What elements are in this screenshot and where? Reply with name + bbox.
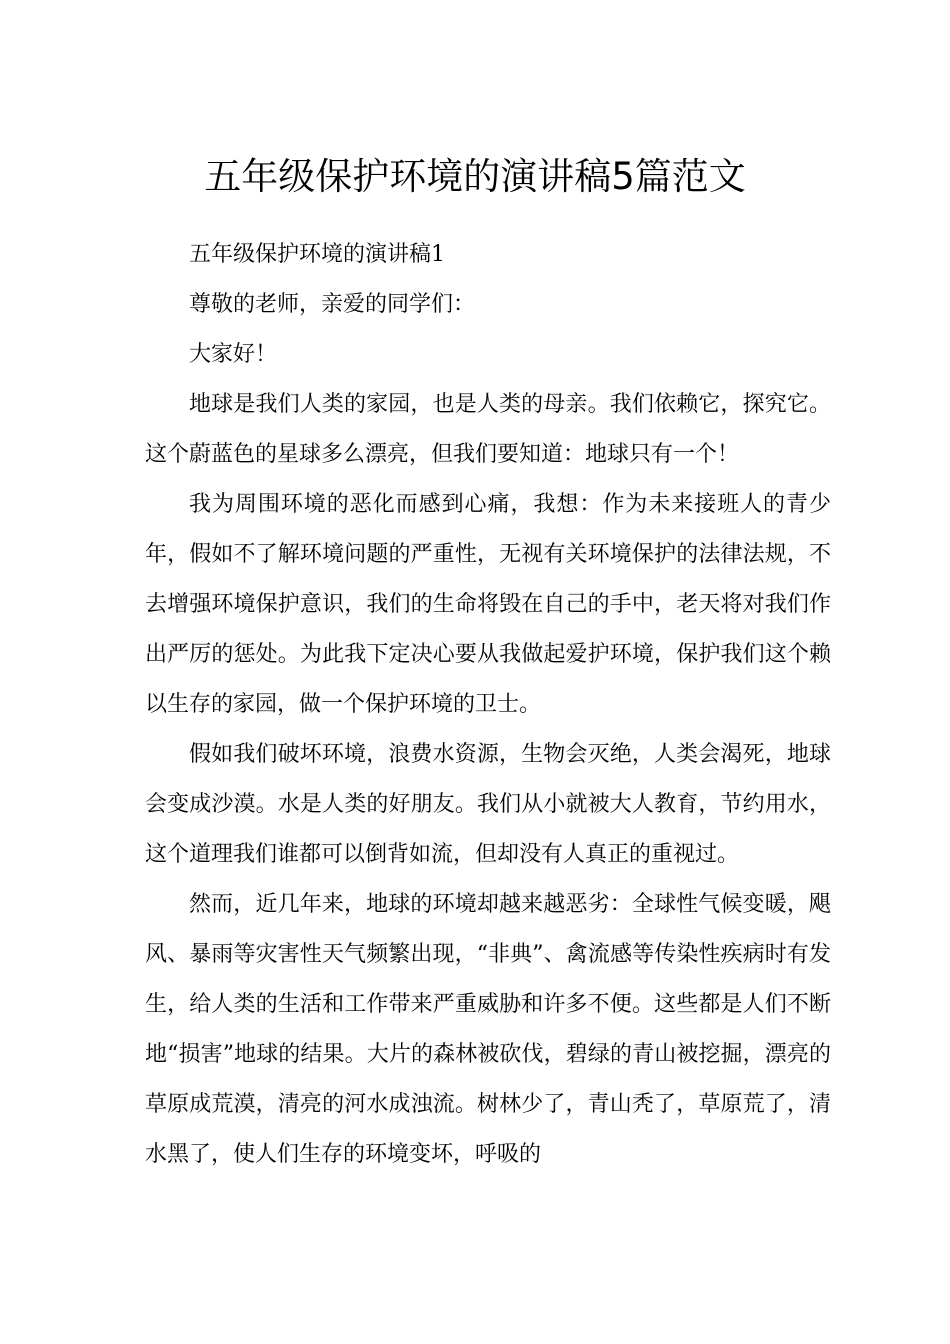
salutation: 尊敬的老师，亲爱的同学们：: [189, 292, 476, 317]
body-paragraph: 假如我们破坏环境，浪费水资源，生物会灭绝，人类会渴死，地球会变成沙漠。水是人类的好朋友。我们从小就被大人教育，节约用水，这个道理我们谁都可以倒背如流，但却没有人真正的重视过。: [145, 742, 831, 867]
document-title: 五年级保护环境的演讲稿5篇范文: [204, 154, 746, 198]
section-heading: 五年级保护环境的演讲稿1: [189, 242, 445, 267]
body-paragraph: 我为周围环境的恶化而感到心痛，我想：作为未来接班人的青少年，假如不了解环境问题的严重性，无视有关环境保护的法律法规，不去增强环境保护意识，我们的生命将毁在自己的手中，老天将对我们作出严厉的惩处。为此我下定决心要从我做起爱护环境，保护我们这个赖以生存的家园，做一个保护环境的卫士。: [145, 492, 831, 717]
document-body: [145, 230, 831, 1180]
body-paragraph: 然而，近几年来，地球的环境却越来越恶劣：全球性气候变暖，飓风、暴雨等灾害性天气频繁出现，“非典”、禽流感等传染性疾病时有发生，给人类的生活和工作带来严重威胁和许多不便。这些都是人们不断地“损害”地球的结果。大片的森林被砍伐，碧绿的青山被挖掘，漂亮的草原成荒漠，清亮的河水成浊流。树林少了，青山秃了，草原荒了，清水黑了，使人们生存的环境变坏，呼吸的: [145, 892, 831, 1167]
greeting: 大家好！: [189, 342, 278, 367]
body-paragraph: 地球是我们人类的家园，也是人类的母亲。我们依赖它，探究它。这个蔚蓝色的星球多么漂亮，但我们要知道：地球只有一个！: [145, 392, 831, 467]
